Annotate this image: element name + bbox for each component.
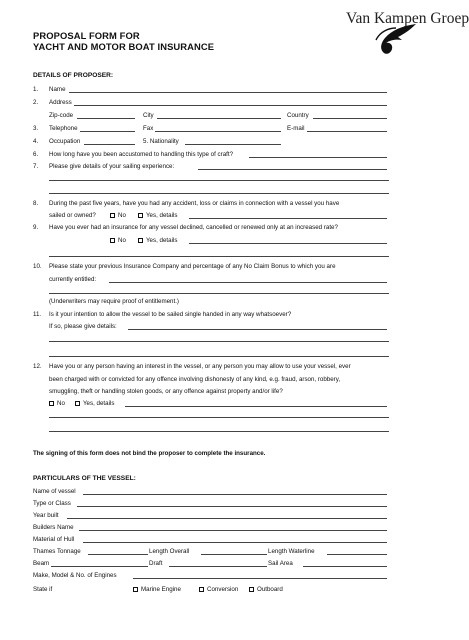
marine-engine-label: Marine Engine [141, 586, 181, 593]
sailing-experience-field[interactable] [198, 163, 387, 170]
declined-details-line-2[interactable] [49, 256, 389, 257]
sail-area-field[interactable] [303, 560, 387, 567]
q6-number: 6. [33, 151, 39, 158]
conviction-details-line-3[interactable] [49, 431, 389, 432]
name-row [33, 86, 389, 96]
city-field[interactable] [157, 112, 281, 119]
tonnage-field[interactable] [88, 548, 148, 555]
engine-state-row [33, 586, 389, 596]
declined-yes-label: Yes, details [146, 237, 178, 244]
city-label: City [143, 112, 154, 119]
length-waterline-label: Length Waterline [268, 548, 315, 555]
previous-insurer-row [33, 263, 389, 273]
name-label: Name [49, 86, 66, 93]
conversion-label: Conversion [207, 586, 239, 593]
draft-label: Draft [149, 560, 163, 567]
q3-number: 3. [33, 125, 39, 132]
declined-yes-option[interactable] [138, 237, 177, 244]
country-label: Country [287, 112, 309, 119]
accident-no-option[interactable] [110, 212, 126, 219]
occupation-row [33, 138, 389, 148]
year-built-row [33, 512, 389, 522]
nationality-label: 5. Nationality [143, 138, 179, 145]
vessel-name-label: Name of vessel [33, 488, 76, 495]
q11-number: 11. [33, 311, 42, 318]
beam-draft-row [33, 560, 389, 570]
signing-note: The signing of this form does not bind the proposer to complete the insurance. [33, 450, 266, 457]
nationality-field[interactable] [185, 138, 281, 145]
hull-material-label: Material of Hull [33, 536, 75, 543]
address-row [33, 99, 389, 109]
marine-engine-option[interactable] [133, 586, 181, 593]
checkbox-icon[interactable] [199, 587, 204, 592]
single-handed-row [33, 311, 389, 321]
conversion-option[interactable] [199, 586, 238, 593]
accident-details-field[interactable] [189, 212, 387, 219]
telephone-field[interactable] [80, 125, 135, 132]
accident-answer-row [33, 212, 389, 222]
hull-material-row [33, 536, 389, 546]
address-label: Address [49, 99, 72, 106]
form-title-line1: PROPOSAL FORM FOR [33, 30, 140, 41]
zip-city-country-row [33, 112, 389, 122]
zip-field[interactable] [77, 112, 135, 119]
vessel-name-field[interactable] [83, 488, 387, 495]
form-title-line2: YACHT AND MOTOR BOAT INSURANCE [33, 41, 215, 52]
sailing-experience-label: Please give details of your sailing experience: [49, 163, 175, 170]
checkbox-icon[interactable] [49, 401, 54, 406]
checkbox-icon[interactable] [110, 238, 115, 243]
declined-question-label: Have you ever had an insurance for any vessel declined, cancelled or renewed only at an increased rate? [49, 224, 338, 231]
make-model-label: Make, Model & No. of Engines [33, 572, 117, 579]
conviction-no-option[interactable] [49, 400, 65, 407]
builders-label: Builders Name [33, 524, 74, 531]
vessel-type-label: Type or Class [33, 500, 71, 507]
make-model-field[interactable] [133, 572, 387, 579]
sailing-experience-row [33, 163, 389, 173]
engines-row [33, 572, 389, 582]
q4-number: 4. [33, 138, 39, 145]
declined-no-label: No [118, 237, 126, 244]
checkbox-icon[interactable] [133, 587, 138, 592]
beam-field[interactable] [51, 560, 148, 567]
checkbox-icon[interactable] [75, 401, 80, 406]
name-field[interactable] [69, 86, 387, 93]
address-field[interactable] [74, 99, 387, 106]
previous-insurer-row-2 [33, 276, 389, 286]
length-overall-label: Length Overall [149, 548, 190, 555]
q8-number: 8. [33, 200, 39, 207]
accident-question-line1: During the past five years, have you had any accident, loss or claims in connection with a vessel you have [49, 200, 340, 207]
declined-question-row [33, 224, 389, 234]
builders-row [33, 524, 389, 534]
experience-duration-row [33, 151, 389, 161]
tonnage-label: Thames Tonnage [33, 548, 81, 555]
occupation-label: Occupation [49, 138, 81, 145]
declined-answer-row [33, 237, 389, 247]
conviction-answer-row [33, 400, 389, 410]
conviction-question-row-1 [33, 363, 389, 373]
checkbox-icon[interactable] [138, 238, 143, 243]
vessel-section-heading: PARTICULARS OF THE VESSEL: [33, 475, 136, 482]
vessel-type-field[interactable] [77, 500, 387, 507]
occupation-field[interactable] [84, 138, 135, 145]
previous-insurer-line2: currently entitled: [49, 276, 97, 283]
telephone-label: Telephone [49, 125, 78, 132]
vessel-type-row [33, 500, 389, 510]
conviction-yes-label: Yes, details [83, 400, 115, 407]
single-handed-details-row [33, 323, 389, 333]
brand-logo-icon [372, 22, 418, 56]
proposer-section-heading: DETAILS OF PROPOSER: [33, 72, 114, 79]
email-label: E-mail [287, 125, 305, 132]
email-field[interactable] [307, 125, 387, 132]
zip-label: Zip-code [49, 112, 74, 119]
q12-number: 12. [33, 363, 42, 370]
q1-number: 1. [33, 86, 39, 93]
vessel-name-row [33, 488, 389, 498]
brand-name: Van Kampen Groep [346, 10, 469, 27]
outboard-label: Outboard [257, 586, 283, 593]
length-waterline-field[interactable] [327, 548, 387, 555]
tonnage-length-row [33, 548, 389, 558]
telephone-row [33, 125, 389, 135]
experience-duration-field[interactable] [249, 151, 387, 158]
accident-no-label: No [118, 212, 126, 219]
builders-field[interactable] [79, 524, 387, 531]
q2-number: 2. [33, 99, 39, 106]
conviction-question-line1: Have you or any person having an interest in the vessel, or any person you may allow to use your vessel, ever [49, 363, 351, 370]
sailing-experience-line-3[interactable] [49, 193, 389, 194]
outboard-option[interactable] [249, 586, 283, 593]
entitlement-note: (Underwriters may require proof of entitlement.) [49, 298, 179, 305]
sail-area-label: Sail Area [268, 560, 293, 567]
accident-yes-option[interactable] [138, 212, 177, 219]
fax-field[interactable] [155, 125, 281, 132]
single-handed-line-3[interactable] [49, 356, 389, 357]
single-handed-sub-label: If so, please give details: [49, 323, 117, 330]
single-handed-label: Is it your intention to allow the vessel to be sailed single handed in any way whatsoever? [49, 311, 292, 318]
conviction-question-row-3 [33, 388, 389, 398]
conviction-question-line3: smuggling, theft or handling stolen goods, or any offence against property and/or life? [49, 388, 283, 395]
draft-field[interactable] [169, 560, 267, 567]
conviction-details-field[interactable] [125, 400, 387, 407]
checkbox-icon[interactable] [110, 213, 115, 218]
conviction-no-label: No [57, 400, 65, 407]
conviction-question-row-2 [33, 376, 389, 386]
conviction-details-line-2[interactable] [49, 417, 389, 418]
state-if-label: State if [33, 586, 53, 593]
experience-duration-label: How long have you been accustomed to handling this type of craft? [49, 151, 234, 158]
length-overall-field[interactable] [201, 548, 267, 555]
conviction-question-line2: been charged with or convicted for any offence involving dishonesty of any kind, e.g. fraud, arson, robbery, [49, 376, 341, 383]
q7-number: 7. [33, 163, 39, 170]
country-field[interactable] [313, 112, 387, 119]
single-handed-line-2[interactable] [49, 341, 389, 342]
hull-material-field[interactable] [83, 536, 387, 543]
entitlement-note-row [33, 298, 389, 308]
beam-label: Beam [33, 560, 50, 567]
year-built-field[interactable] [67, 512, 387, 519]
q10-number: 10. [33, 263, 42, 270]
year-built-label: Year built [33, 512, 59, 519]
checkbox-icon[interactable] [249, 587, 254, 592]
previous-insurer-line-2[interactable] [49, 293, 389, 294]
previous-insurer-field[interactable] [109, 276, 387, 283]
accident-question-row [33, 200, 389, 210]
accident-yes-label: Yes, details [146, 212, 178, 219]
declined-details-field[interactable] [189, 237, 387, 244]
accident-question-line2: sailed or owned? [49, 212, 96, 219]
declined-no-option[interactable] [110, 237, 126, 244]
conviction-yes-option[interactable] [75, 400, 114, 407]
q9-number: 9. [33, 224, 39, 231]
single-handed-details-field[interactable] [128, 323, 387, 330]
fax-label: Fax [143, 125, 154, 132]
checkbox-icon[interactable] [138, 213, 143, 218]
previous-insurer-line1: Please state your previous Insurance Company and percentage of any No Claim Bonus to which you are [49, 263, 336, 270]
sailing-experience-line-2[interactable] [49, 180, 389, 181]
